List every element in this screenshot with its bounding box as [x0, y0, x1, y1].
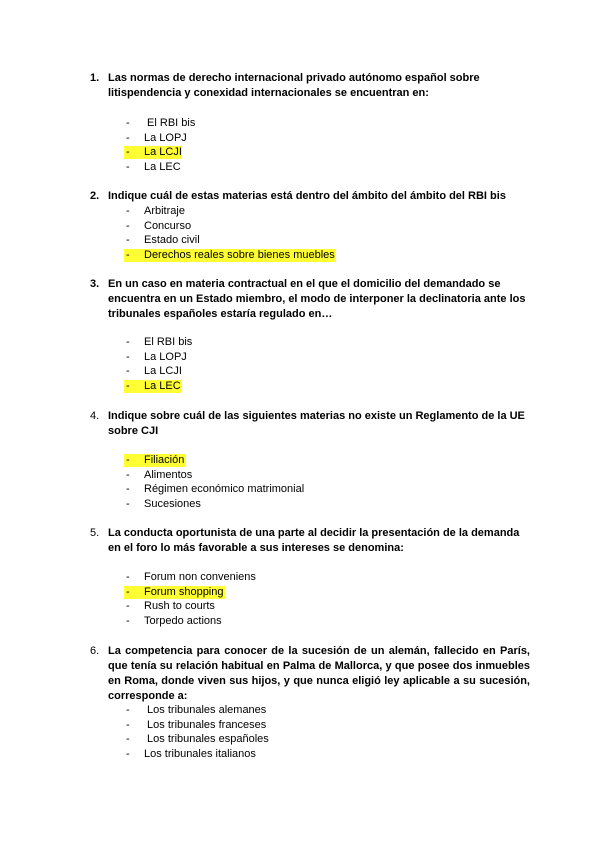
dash-bullet: - [126, 733, 130, 746]
dash-bullet: - [126, 234, 130, 247]
dash-bullet: - [126, 704, 130, 716]
options-list-1 [126, 116, 446, 174]
dash-bullet: - [126, 160, 130, 173]
question-1 [90, 71, 530, 101]
option [126, 468, 446, 483]
option-label: La LEC [144, 160, 181, 173]
dash-bullet: - [126, 146, 130, 159]
option [126, 703, 446, 718]
option-label: Los tribunales españoles [144, 733, 269, 746]
options-list-6 [126, 703, 446, 761]
option-label: La LCJI [144, 365, 182, 378]
option-label: La LEC [144, 379, 181, 392]
question-text: Indique sobre cuál de las siguientes materias no existe un Reglamento de la UE sobre CJI [108, 410, 525, 437]
option-label: Filiación [144, 454, 185, 466]
option [126, 131, 446, 146]
options-list-5 [126, 570, 446, 628]
question-number: 4. [90, 410, 100, 422]
option-label: Los tribunales alemanes [144, 704, 267, 716]
option-correct [126, 145, 446, 160]
question-2 [90, 189, 530, 204]
option [126, 116, 446, 131]
option-label: La LCJI [144, 146, 182, 159]
question-number: 2. [90, 190, 100, 202]
dash-bullet: - [126, 497, 130, 510]
option-label: Forum shopping [144, 585, 224, 598]
question-text: En un caso en materia contractual en el que el domicilio del demandado se encuentra en un Estado miembro, el modo de interponer la declinatoria ante los tribunales españoles estaría regulado en… [108, 278, 526, 320]
dash-bullet: - [126, 219, 130, 232]
option-label: Sucesiones [144, 497, 201, 510]
dash-bullet: - [126, 379, 130, 392]
dash-bullet: - [126, 600, 130, 613]
question-number: 6. [90, 645, 100, 657]
option-label: El RBI bis [144, 117, 196, 129]
options-list-4 [126, 453, 446, 511]
question-4 [90, 409, 530, 439]
dash-bullet: - [126, 365, 130, 378]
option-label: Rush to courts [144, 600, 215, 613]
question-text: Las normas de derecho internacional privado autónomo español sobre litispendencia y conexidad internacionales se encuentran en: [108, 72, 480, 99]
option [126, 732, 446, 747]
option [126, 614, 446, 629]
option [126, 350, 446, 365]
dash-bullet: - [126, 205, 130, 217]
dash-bullet: - [126, 248, 130, 261]
dash-bullet: - [126, 336, 130, 348]
option-label: Forum non conveniens [144, 571, 256, 583]
options-list-3 [126, 335, 446, 393]
option-label: Concurso [144, 219, 192, 232]
option-label: Derechos reales sobre bienes muebles [144, 248, 335, 261]
dash-bullet: - [126, 614, 130, 627]
option [126, 219, 446, 234]
dash-bullet: - [126, 131, 130, 144]
option-label: Alimentos [144, 468, 193, 481]
option-label: Arbitraje [144, 205, 185, 217]
option-correct [126, 379, 446, 394]
option-label: Estado civil [144, 234, 200, 247]
option [126, 718, 446, 733]
dash-bullet: - [126, 454, 130, 466]
dash-bullet: - [126, 718, 130, 731]
option [126, 160, 446, 175]
option-label: Torpedo actions [144, 614, 222, 627]
dash-bullet: - [126, 468, 130, 481]
option-label: Los tribunales franceses [144, 718, 267, 731]
option [126, 747, 446, 762]
option-label: Los tribunales italianos [144, 747, 256, 760]
question-text: La competencia para conocer de la sucesión de un alemán, fallecido en París, que tenía su relación habitual en Palma de Mallorca, y que posee dos inmuebles en Roma, donde viven sus hijos, y que nunca eligió ley aplicable a su sucesión, corresponde a: [108, 645, 530, 702]
option [126, 599, 446, 614]
option [126, 233, 446, 248]
option [126, 497, 446, 512]
option-label: El RBI bis [144, 336, 193, 348]
options-list-2 [126, 204, 446, 262]
dash-bullet: - [126, 747, 130, 760]
option-correct [126, 248, 446, 263]
option-correct [126, 453, 446, 468]
dash-bullet: - [126, 571, 130, 583]
option-correct [126, 585, 446, 600]
option-label: La LOPJ [144, 350, 187, 363]
dash-bullet: - [126, 350, 130, 363]
option [126, 335, 446, 350]
question-text: La conducta oportunista de una parte al decidir la presentación de la demanda en el foro lo más favorable a sus intereses se denomina: [108, 527, 520, 554]
option [126, 364, 446, 379]
question-3 [90, 277, 530, 322]
dash-bullet: - [126, 585, 130, 598]
question-number: 5. [90, 527, 100, 539]
dash-bullet: - [126, 483, 130, 496]
option [126, 482, 446, 497]
question-5 [90, 526, 530, 556]
option-label: La LOPJ [144, 131, 187, 144]
option [126, 204, 446, 219]
question-text: Indique cuál de estas materias está dentro del ámbito del ámbito del RBI bis [108, 190, 506, 202]
option-label: Régimen económico matrimonial [144, 483, 305, 496]
question-number: 1. [90, 72, 100, 84]
question-6 [90, 644, 530, 704]
dash-bullet: - [126, 117, 130, 129]
option [126, 570, 446, 585]
question-number: 3. [90, 278, 100, 290]
